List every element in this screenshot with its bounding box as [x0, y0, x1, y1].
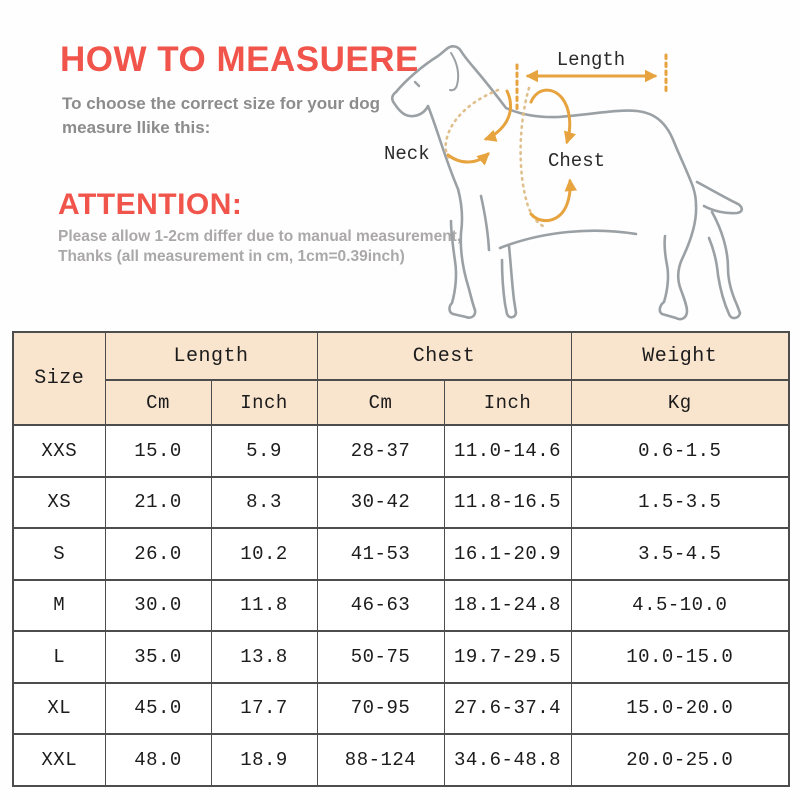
- value-cell: 8.3: [211, 477, 317, 529]
- attention-heading: ATTENTION:: [58, 188, 243, 221]
- col-header-size: Size: [13, 332, 105, 425]
- col-header-weight-kg: Kg: [571, 380, 789, 425]
- value-cell: 11.8-16.5: [444, 477, 571, 529]
- table-row: [13, 477, 789, 529]
- value-cell: 10.2: [211, 528, 317, 580]
- size-cell: S: [13, 528, 105, 580]
- size-cell: XXL: [13, 734, 105, 786]
- col-header-weight: Weight: [571, 332, 789, 380]
- value-cell: 45.0: [105, 683, 211, 735]
- value-cell: 13.8: [211, 631, 317, 683]
- col-header-length: Length: [105, 332, 317, 380]
- table-row: [13, 631, 789, 683]
- value-cell: 46-63: [317, 580, 444, 632]
- value-cell: 34.6-48.8: [444, 734, 571, 786]
- dog-outline: [392, 46, 742, 319]
- value-cell: 0.6-1.5: [571, 425, 789, 477]
- col-header-chest: Chest: [317, 332, 571, 380]
- size-cell: L: [13, 631, 105, 683]
- value-cell: 35.0: [105, 631, 211, 683]
- size-cell: XXS: [13, 425, 105, 477]
- size-cell: XL: [13, 683, 105, 735]
- col-header-length-cm: Cm: [105, 380, 211, 425]
- value-cell: 11.8: [211, 580, 317, 632]
- value-cell: 11.0-14.6: [444, 425, 571, 477]
- subtitle-text: To choose the correct size for your dog measure llike this:: [62, 94, 381, 137]
- value-cell: 28-37: [317, 425, 444, 477]
- value-cell: 18.1-24.8: [444, 580, 571, 632]
- value-cell: 50-75: [317, 631, 444, 683]
- dog-measurement-diagram: [378, 18, 800, 330]
- value-cell: 30-42: [317, 477, 444, 529]
- col-header-length-inch: Inch: [211, 380, 317, 425]
- value-cell: 41-53: [317, 528, 444, 580]
- value-cell: 18.9: [211, 734, 317, 786]
- size-cell: M: [13, 580, 105, 632]
- value-cell: 27.6-37.4: [444, 683, 571, 735]
- neck-measure-arrow-bottom: [448, 154, 488, 162]
- value-cell: 3.5-4.5: [571, 528, 789, 580]
- table-row: [13, 425, 789, 477]
- value-cell: 19.7-29.5: [444, 631, 571, 683]
- value-cell: 20.0-25.0: [571, 734, 789, 786]
- value-cell: 16.1-20.9: [444, 528, 571, 580]
- value-cell: 17.7: [211, 683, 317, 735]
- value-cell: 15.0: [105, 425, 211, 477]
- chest-label: Chest: [548, 150, 606, 172]
- value-cell: 26.0: [105, 528, 211, 580]
- col-header-chest-cm: Cm: [317, 380, 444, 425]
- chest-measure-arrow-bottom: [531, 181, 570, 221]
- value-cell: 88-124: [317, 734, 444, 786]
- attention-note: Please allow 1-2cm differ due to manual measurement, Thanks (all measurement in cm, 1cm=0.39inch): [58, 228, 462, 266]
- size-cell: XS: [13, 477, 105, 529]
- size-table-body: [13, 425, 789, 786]
- value-cell: 30.0: [105, 580, 211, 632]
- value-cell: 15.0-20.0: [571, 683, 789, 735]
- value-cell: 21.0: [105, 477, 211, 529]
- value-cell: 10.0-15.0: [571, 631, 789, 683]
- value-cell: 5.9: [211, 425, 317, 477]
- neck-label: Neck: [384, 143, 430, 165]
- value-cell: 1.5-3.5: [571, 477, 789, 529]
- value-cell: 70-95: [317, 683, 444, 735]
- value-cell: 4.5-10.0: [571, 580, 789, 632]
- value-cell: 48.0: [105, 734, 211, 786]
- page-title: HOW TO MEASUERE: [60, 40, 419, 79]
- table-row: [13, 683, 789, 735]
- col-header-chest-inch: Inch: [444, 380, 571, 425]
- table-row: [13, 580, 789, 632]
- table-row: [13, 734, 789, 786]
- length-label: Length: [556, 49, 626, 71]
- size-chart-table: [12, 331, 790, 787]
- table-row: [13, 528, 789, 580]
